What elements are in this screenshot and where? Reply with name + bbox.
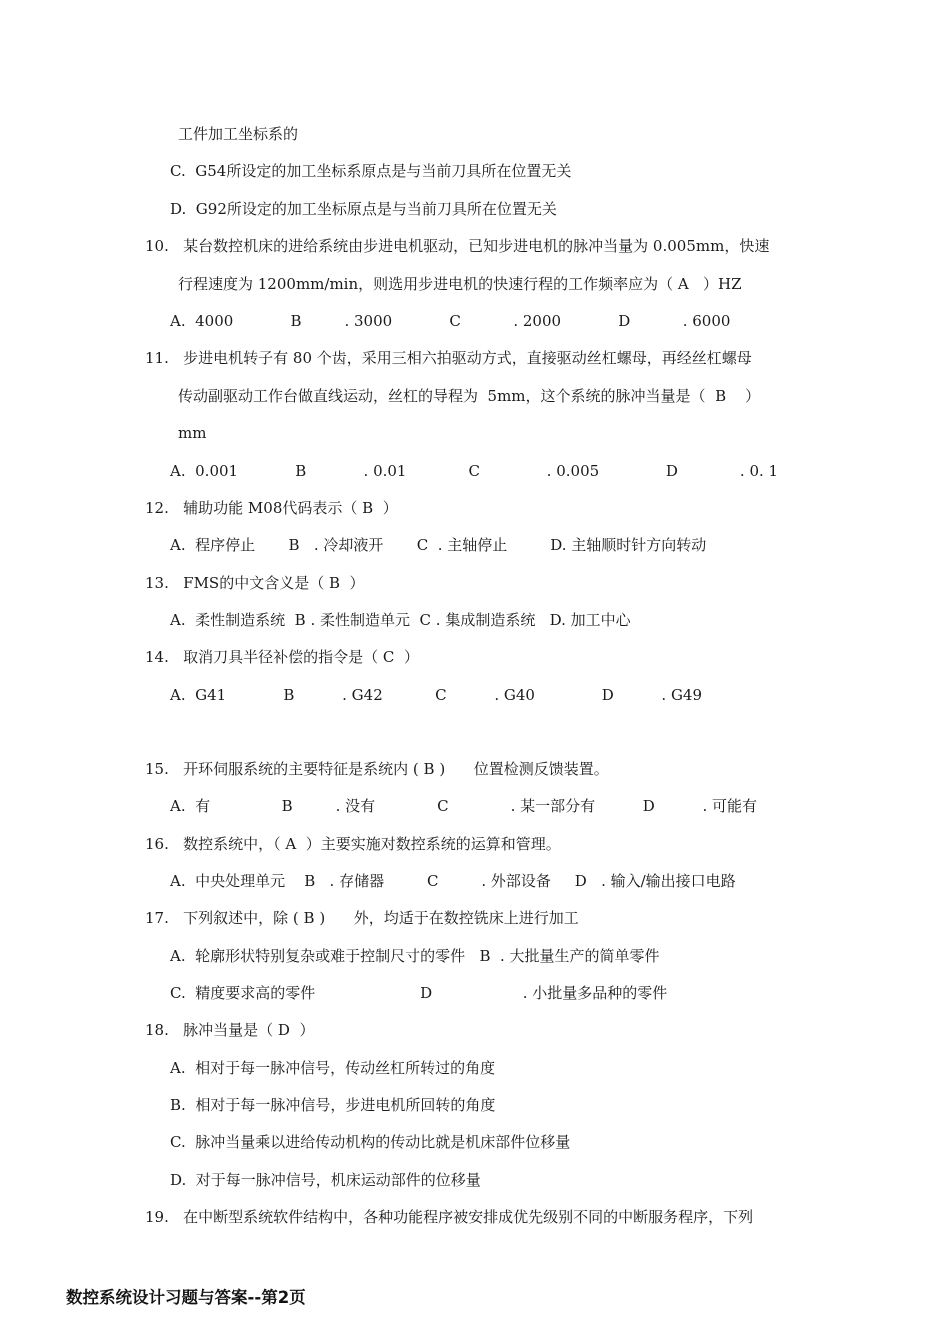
- text-line: 行程速度为 1200mm/min，则选用步进电机的快速行程的工作频率应为（ A ）HZ: [178, 275, 742, 293]
- option-line: A. 0.001 B . 0.01 C . 0.005 D . 0. 1: [170, 462, 779, 480]
- option-line: C. 脉冲当量乘以进给传动机构的传动比就是机床部件位移量: [170, 1133, 571, 1151]
- question-line: 12. 辅助功能 M08代码表示（ B ）: [145, 499, 398, 517]
- option-line: C. G54所设定的加工坐标系原点是与当前刀具所在位置无关: [170, 162, 572, 180]
- question-line: 18. 脉冲当量是（ D ）: [145, 1021, 315, 1039]
- question-line: 19. 在中断型系统软件结构中，各种功能程序被安排成优先级别不同的中断服务程序，下列: [145, 1208, 754, 1226]
- option-line: A. 中央处理单元 B . 存储器 C . 外部设备 D . 输入/输出接口电路: [170, 872, 736, 890]
- option-line: D. 对于每一脉冲信号，机床运动部件的位移量: [170, 1171, 481, 1189]
- text-line: mm: [178, 424, 207, 442]
- option-line: A. 4000 B . 3000 C . 2000 D . 6000: [170, 312, 731, 330]
- option-line: A. 有 B . 没有 C . 某一部分有 D . 可能有: [170, 797, 758, 815]
- option-line: A. 轮廓形状特别复杂或难于控制尺寸的零件 B . 大批量生产的简单零件: [170, 947, 660, 965]
- option-line: A. 相对于每一脉冲信号，传动丝杠所转过的角度: [170, 1059, 496, 1077]
- option-line: B. 相对于每一脉冲信号，步进电机所回转的角度: [170, 1096, 496, 1114]
- option-line: A. G41 B . G42 C . G40 D . G49: [170, 686, 703, 704]
- option-line: A. 程序停止 B . 冷却液开 C . 主轴停止 D. 主轴顺时针方向转动: [170, 536, 707, 554]
- question-line: 14. 取消刀具半径补偿的指令是（ C ）: [145, 648, 419, 666]
- option-line: A. 柔性制造系统 B . 柔性制造单元 C . 集成制造系统 D. 加工中心: [170, 611, 631, 629]
- text-line: 工件加工坐标系的: [178, 125, 299, 143]
- option-line: C. 精度要求高的零件 D . 小批量多品种的零件: [170, 984, 668, 1002]
- question-line: 16. 数控系统中，（ A ）主要实施对数控系统的运算和管理。: [145, 835, 561, 853]
- question-line: 11. 步进电机转子有 80 个齿，采用三相六拍驱动方式，直接驱动丝杠螺母，再经丝杠螺母: [145, 349, 752, 367]
- page-footer: 数控系统设计习题与答案--第2页: [66, 1288, 306, 1307]
- question-line: 15. 开环伺服系统的主要特征是系统内 ( B ) 位置检测反馈装置。: [145, 760, 609, 778]
- question-line: 13. FMS的中文含义是（ B ）: [145, 574, 365, 592]
- option-line: D. G92所设定的加工坐标原点是与当前刀具所在位置无关: [170, 200, 557, 218]
- text-line: 传动副驱动工作台做直线运动，丝杠的导程为 5mm，这个系统的脉冲当量是（ B ）: [178, 387, 761, 405]
- question-line: 17. 下列叙述中，除 ( B ) 外，均适于在数控铣床上进行加工: [145, 909, 579, 927]
- question-line: 10. 某台数控机床的进给系统由步进电机驱动，已知步进电机的脉冲当量为 0.005mm，快速: [145, 237, 770, 255]
